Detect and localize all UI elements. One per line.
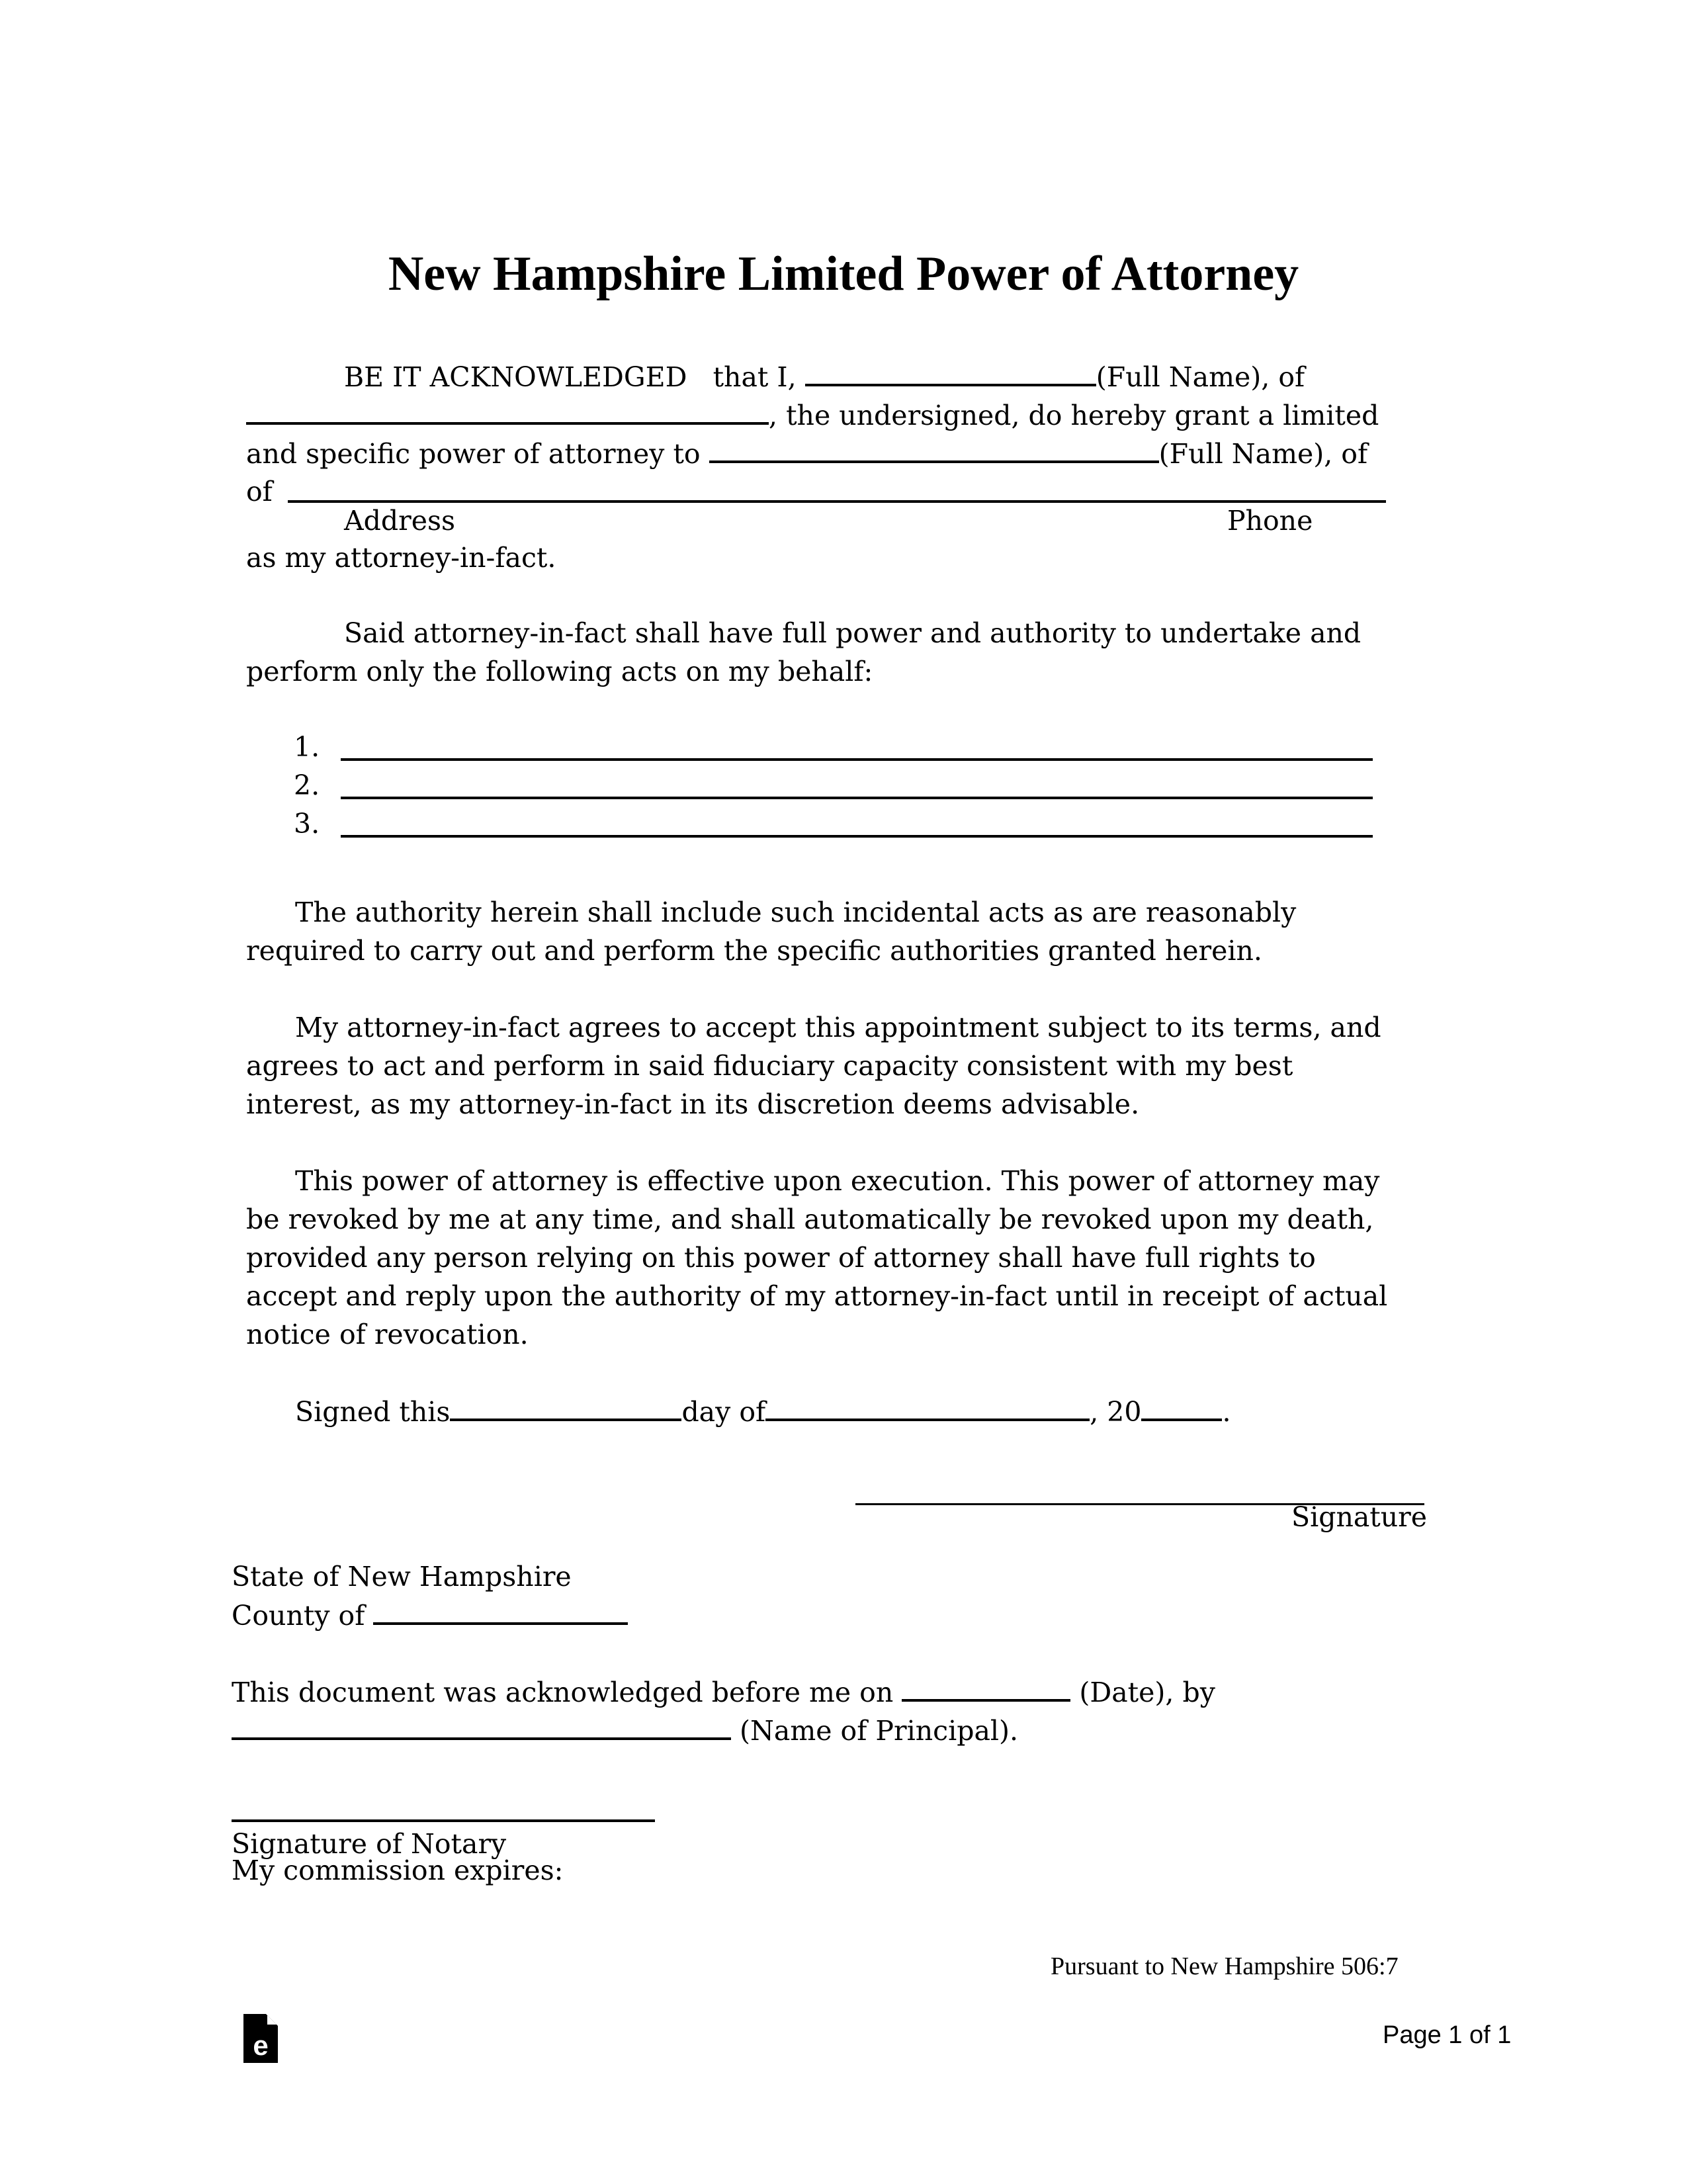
svg-text:e: e [253, 2030, 269, 2061]
notary-county-line [232, 1596, 628, 1635]
acceptance-line: My attorney-in-fact agrees to accept this appointment subject to its terms, and [295, 1012, 1381, 1043]
signed-year-field[interactable] [1141, 1392, 1222, 1421]
notary-signature-label: Signature of Notary [232, 1828, 507, 1860]
commission-expires-label: My commission expires: [232, 1855, 564, 1886]
signed-day-of: day of [681, 1396, 766, 1428]
revocation-line: This power of attorney is effective upon execution. This power of attorney may [295, 1165, 1380, 1197]
intro-line-2 [246, 396, 1379, 435]
attorney-name-field[interactable] [709, 434, 1159, 463]
county-field[interactable] [373, 1596, 628, 1625]
signature-label: Signature [1291, 1501, 1428, 1533]
eforms-logo-icon [243, 2014, 278, 2063]
acceptance-line: interest, as my attorney-in-fact in its discretion deems advisable. [246, 1088, 1140, 1120]
notary-state: State of New Hampshire [232, 1561, 572, 1593]
incidental-acts-line: The authority herein shall include such incidental acts as are reasonably [295, 896, 1297, 928]
acts-paragraph-line-1: Said attorney-in-fact shall have full power and authority to undertake and [344, 617, 1362, 649]
notary-ack-line [232, 1673, 1215, 1712]
intro-line-3 [246, 434, 1367, 473]
page-number: Page 1 of 1 [1383, 2021, 1512, 2049]
county-prefix: County of [232, 1600, 365, 1632]
intro-line4-prefix: of [246, 476, 273, 507]
signed-day-field[interactable] [450, 1392, 681, 1421]
intro-line3-prefix: and specific power of attorney to [246, 438, 701, 470]
revocation-line: be revoked by me at any time, and shall automatically be revoked upon my death, [246, 1203, 1374, 1235]
revocation-line: accept and reply upon the authority of my attorney-in-fact until in receipt of actual [246, 1280, 1388, 1312]
act-item-number: 1. [294, 731, 320, 763]
principal-name-notary-field[interactable] [232, 1711, 731, 1740]
notary-principal-line [232, 1711, 1018, 1750]
phone-label: Phone [1227, 505, 1313, 537]
statute-citation: Pursuant to New Hampshire 506:7 [1051, 1952, 1399, 1980]
act-item-number: 2. [294, 769, 320, 801]
intro-line1-suffix: (Full Name), of [1096, 361, 1305, 393]
principal-suffix: (Name of Principal). [740, 1715, 1019, 1747]
intro-line-5: as my attorney-in-fact. [246, 542, 556, 574]
intro-line1-prefix: BE IT ACKNOWLEDGED that I, [344, 361, 797, 393]
signed-end: . [1222, 1396, 1231, 1428]
intro-line-1 [344, 357, 1305, 396]
principal-name-field[interactable] [805, 357, 1096, 386]
revocation-line: provided any person relying on this power of attorney shall have full rights to [246, 1242, 1316, 1274]
signed-prefix: Signed this [295, 1396, 451, 1428]
act-item-field[interactable] [341, 797, 1373, 799]
ack-date-field[interactable] [902, 1673, 1070, 1702]
act-item-number: 3. [294, 808, 320, 840]
act-item-field[interactable] [341, 758, 1373, 761]
intro-line-4 [246, 472, 273, 511]
notary-signature-field[interactable] [232, 1819, 655, 1822]
signed-month-field[interactable] [765, 1392, 1090, 1421]
intro-line3-suffix: (Full Name), of [1158, 438, 1368, 470]
act-item-field[interactable] [341, 835, 1373, 838]
document-title: New Hampshire Limited Power of Attorney [388, 247, 1299, 301]
ack-date-suffix: (Date), by [1079, 1677, 1215, 1708]
acts-paragraph-line-2: perform only the following acts on my behalf: [246, 656, 873, 687]
address-label: Address [344, 505, 456, 537]
incidental-acts-line: required to carry out and perform the specific authorities granted herein. [246, 935, 1262, 967]
principal-address-field[interactable] [246, 396, 769, 425]
ack-prefix: This document was acknowledged before me on [232, 1677, 894, 1708]
revocation-line: notice of revocation. [246, 1319, 529, 1350]
signed-date-line [295, 1392, 1231, 1431]
acceptance-line: agrees to act and perform in said fiduciary capacity consistent with my best [246, 1050, 1293, 1082]
signed-year-prefix: , 20 [1090, 1396, 1142, 1428]
intro-line2-suffix: , the undersigned, do hereby grant a limited [769, 400, 1379, 431]
